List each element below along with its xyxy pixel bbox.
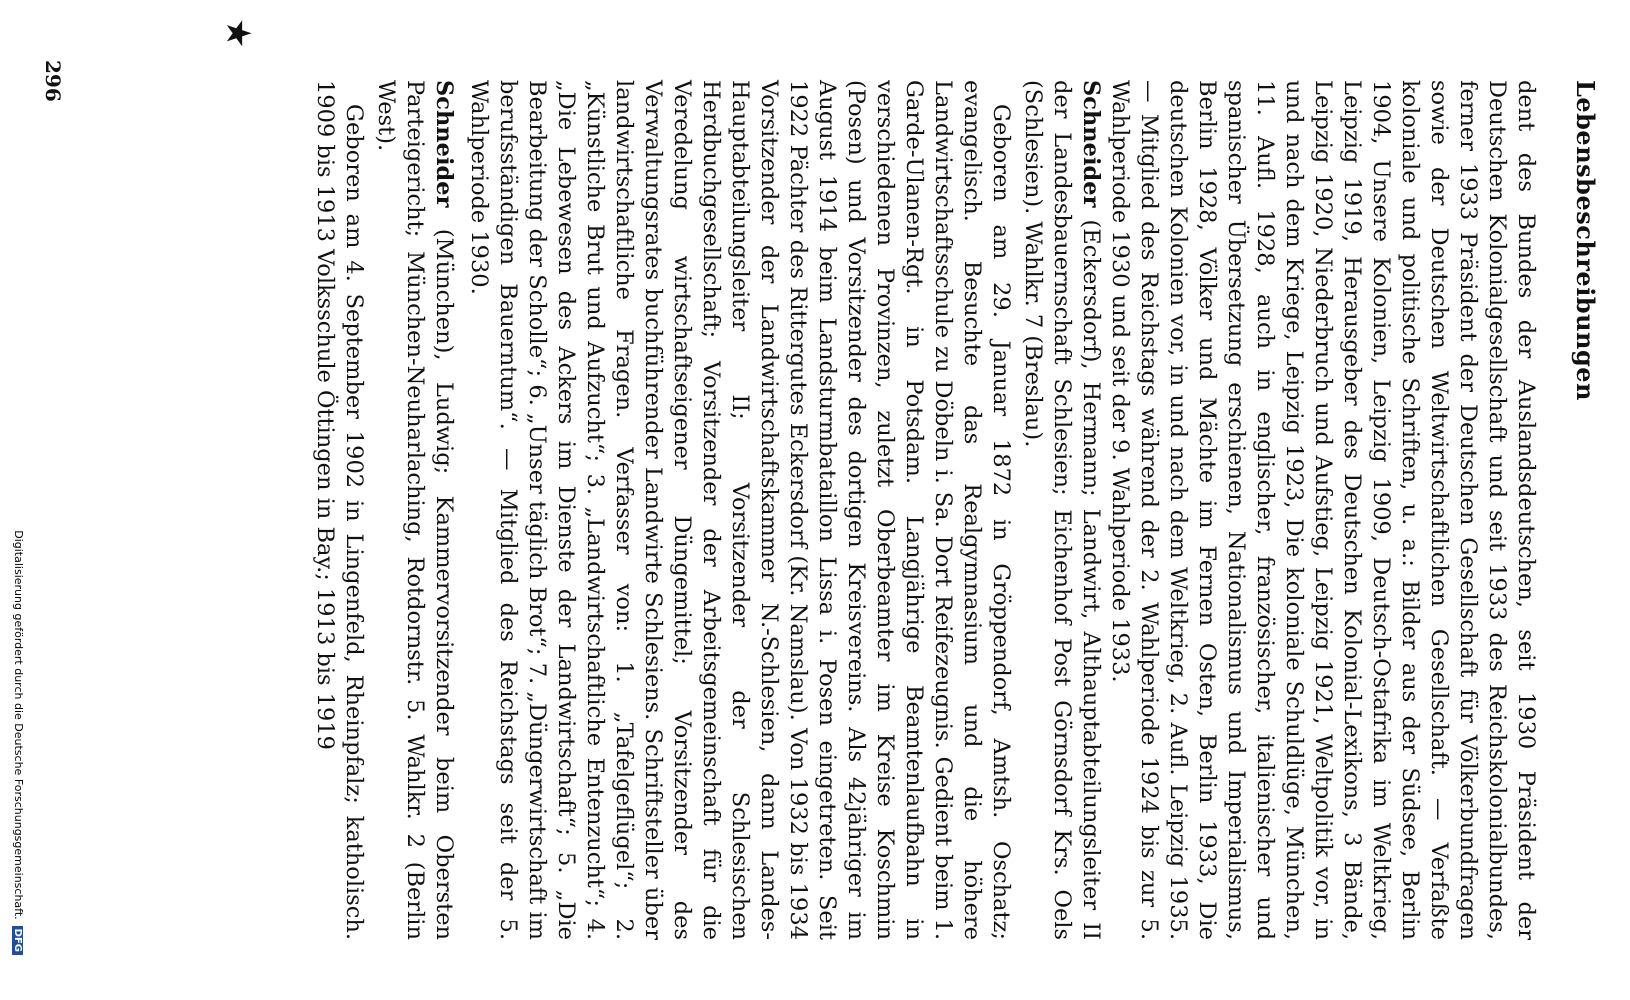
dfg-logo-icon: DFG — [13, 926, 24, 955]
entry-heading-paragraph — [1018, 80, 1105, 940]
biography-entry — [310, 80, 458, 940]
entry-name: Schneider — [431, 80, 457, 208]
continuation-paragraph: dent des Bundes der Auslandsdeutschen, seit 1930 Präsident der Deutschen Kolonialgesellschaft und seit 1933 des Reichskolonialbundes, ferner 1933 Präsident der Deutschen Gesellschaft für Völkerbundfragen sowie der Deutschen Weltwirtschaftlichen Gesellschaft. — Verfaßte koloniale und politische Schriften, u. a.: Bilder aus der Südsee, Berlin 1904, Unsere Kolonien, Leipzig 1909, Deutsch-Ostafrika im Weltkrieg, Leipzig 1919, Herausgeber des Deutschen Kolonial-Lexikons, 3 Bände, Leipzig 1920, Niederbruch und Aufstieg, Leipzig 1921, Weltpolitik vor, in und nach dem Kriege, Leipzig 1923, Die koloniale Schuldlüge, München, 11. Aufl. 1928, auch in englischer, französischer, italienischer und spanischer Übersetzung erschienen, Nationalismus und Imperialismus, Berlin 1928, Völker und Mächte im Fernen Osten, Berlin 1933, Die deutschen Kolonien vor, in und nach dem Weltkrieg, 2. Aufl. Leipzig 1935. — Mitglied des Reichstags während der 2. Wahlperiode 1924 bis zur 5. Wahlperiode 1930 und seit der 9. Wahlperiode 1933. — [1107, 80, 1539, 940]
entry-body-paragraph: Geboren am 4. September 1902 in Lingenfeld, Rheinpfalz; katholisch. 1909 bis 1913 Volksschule Öttingen in Bay.; 1913 bis 1919 — [312, 80, 367, 940]
biography-entry — [464, 80, 1105, 940]
page-header: Lebensbeschreibungen — [1571, 80, 1600, 401]
entry-body-paragraph: Geboren am 29. Januar 1872 in Gröppendorf, Amtsh. Oschatz; evangelisch. Besuchte das Realgymnasium und die höhere Landwirtschaftsschule zu Döbeln i. Sa. Dort Reifezeugnis. Gedient beim 1. Garde-Ulanen-Rgt. in Potsdam. Langjährige Beamtenlaufbahn in verschiedenen Provinzen, zuletzt Oberbeamter im Kreise Koschmin (Posen) und Vorsitzender des dortigen Kreisvereins. Als 42jähriger im August 1914 beim Landsturmbataillon Lissa i. Posen eingetreten. Seit 1922 Pächter des Rittergutes Eckersdorf (Kr. Namslau). Von 1932 bis 1934 Vorsitzender der Landwirtschaftskammer N.-Schlesien, dann Landes-Hauptabteilungsleiter II; Vorsitzender der Schlesischen Herdbuchgesellschaft; Vorsitzender der Arbeitsgemeinschaft für die Veredelung wirtschaftseigener Düngemittel; Vorsitzender des Verwaltungsrates buchführender Landwirte Schlesiens. Schriftsteller über landwirtschaftliche Fragen. Verfasser von: 1. „Tafelgeflügel“; 2. „Künstliche Brut und Aufzucht“; 3. „Landwirtschaftliche Entenzucht“; 4. „Die Lebewesen des Ackers im Dienste der Landwirtschaft“; 5. „Die Bearbeitung der Scholle“; 6. „Unser täglich Brot“; 7. „Düngerwirtschaft im berufsständigen Bauerntum“. — Mitglied des Reichstags seit der 5. Wahlperiode 1930. — [466, 80, 1014, 940]
page-number: 296 — [41, 60, 65, 102]
entry-heading-text: (Eckersdorf), Hermann; Landwirt, Althauptabteilungsleiter II der Landesbauernschaft Schlesien; Eichenhof Post Görnsdorf Krs. Oels (Schlesien). Wahlkr. 7 (Breslau). — [1020, 80, 1104, 940]
entry-heading-paragraph — [371, 80, 458, 940]
star-icon: ★ — [218, 18, 258, 49]
entry-name: Schneider — [1078, 80, 1104, 208]
entry-heading-text: (München), Ludwig; Kammervorsitzender beim Obersten Parteigericht; München-Neuharlaching, Rotdornstr. 5. Wahlkr. 2 (Berlin West). — [373, 80, 457, 940]
text-column — [304, 80, 1540, 940]
digitization-note: Digitalisierung gefördert durch die Deutsche Forschungsgemeinschaft. — [12, 530, 25, 920]
digitization-footer — [12, 25, 25, 955]
